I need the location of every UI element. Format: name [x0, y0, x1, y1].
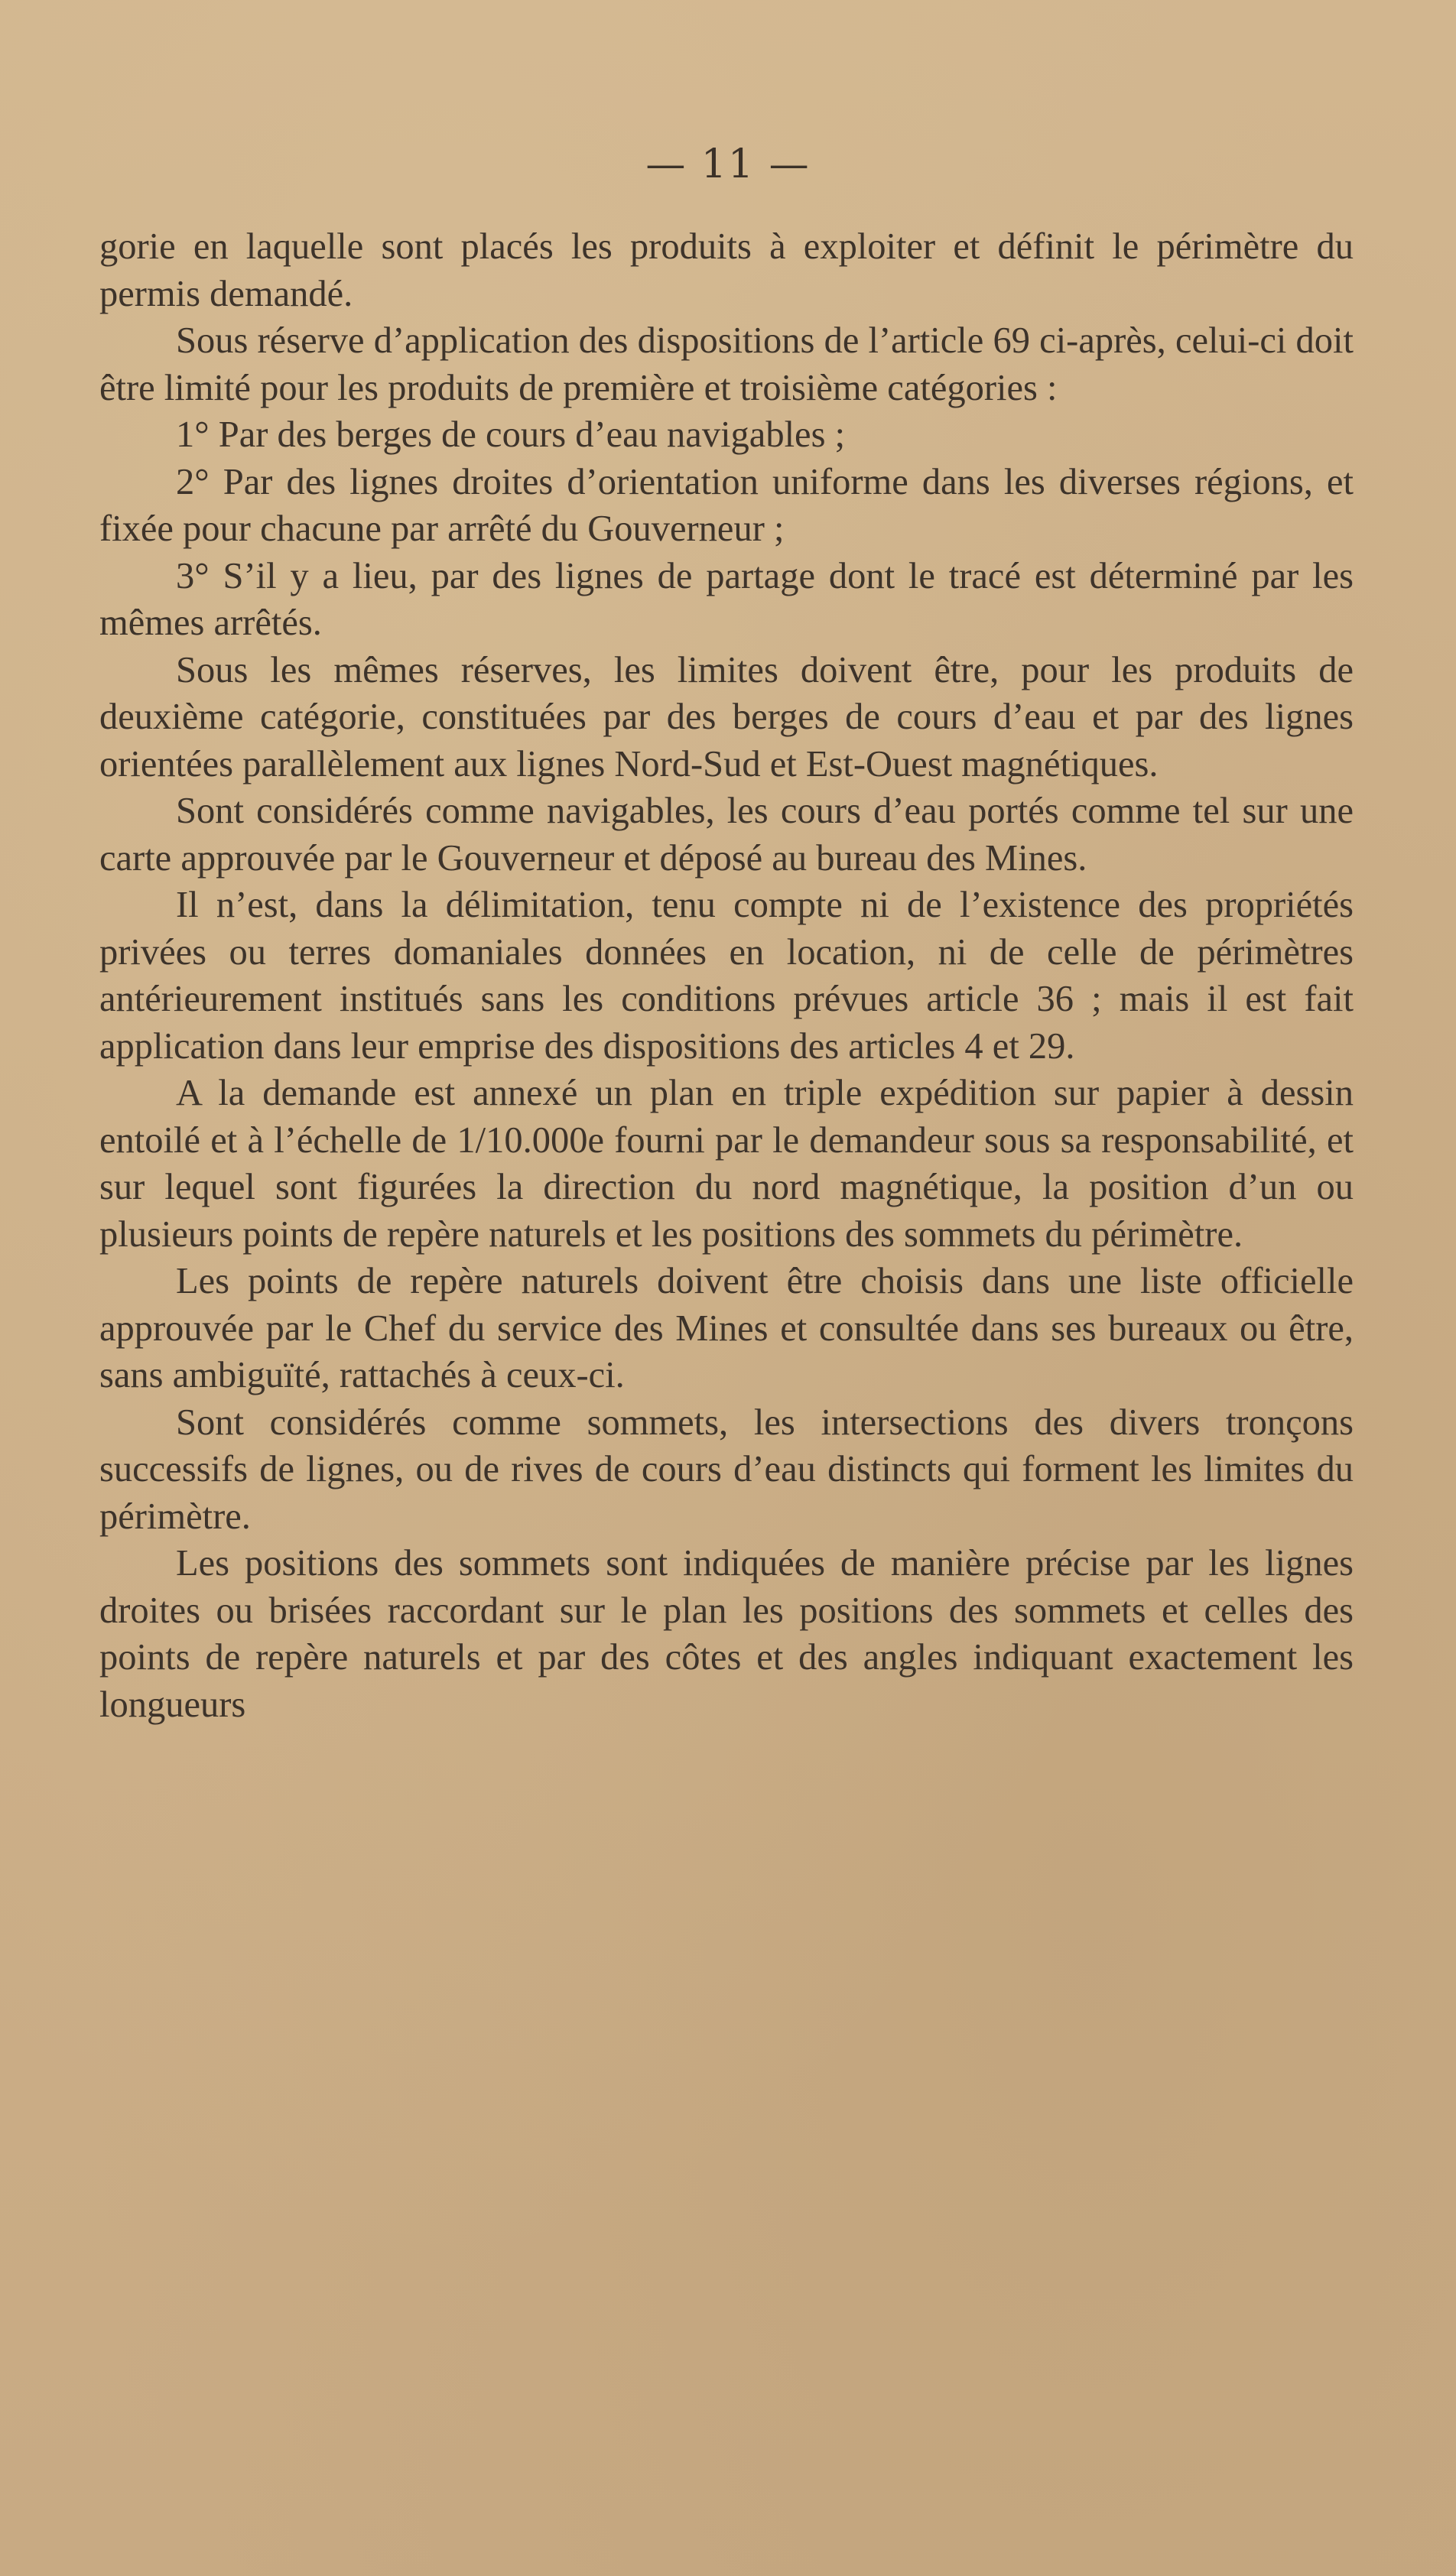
page-text — [99, 223, 1354, 1728]
list-item-3: 3° S’il y a lieu, par des lignes de partage dont le tracé est déterminé par les mêmes arrêtés. — [99, 555, 1354, 643]
paragraph-delimitation: Il n’est, dans la délimitation, tenu compte ni de l’existence des propriétés privées ou terres domaniales données en location, ni de celle de périmètres antérieurement institués sans les conditions prévues article 36 ; mais il est fait application dans leur emprise des dispositions des articles 4 et 29. — [99, 885, 1354, 1067]
paragraph-summits: Sont considérés comme sommets, les intersections des divers tronçons successifs de lignes, ou de rives de cours d’eau distincts qui forment les limites du périmètre. — [99, 1402, 1354, 1537]
paragraph-reference-points: Les points de repère naturels doivent être choisis dans une liste officielle approuvée par le Chef du service des Mines et consultée dans ses bureaux ou être, sans ambiguïté, rattachés à ceux-ci. — [99, 1261, 1354, 1395]
list-item-1: 1° Par des berges de cours d’eau navigables ; — [176, 414, 846, 455]
paragraph-continuation: gorie en laquelle sont placés les produits à exploiter et définit le périmètre du permis demandé. — [99, 226, 1354, 314]
paragraph-plan: A la demande est annexé un plan en triple expédition sur papier à dessin entoilé et à l’échelle de 1/10.000e fourni par le demandeur sous sa responsabilité, et sur lequel sont figurées la direction du nord magnétique, la position d’un ou plusieurs points de repère naturels et les positions des sommets du périmètre. — [99, 1073, 1354, 1255]
page-number: — 11 — — [645, 141, 811, 187]
paragraph-positions: Les positions des sommets sont indiquées de manière précise par les lignes droites ou brisées raccordant sur le plan les positions des sommets et celles des points de repère naturels et par des côtes et des angles indiquant exactement les longueurs — [99, 1543, 1354, 1725]
paragraph-navigable: Sont considérés comme navigables, les cours d’eau portés comme tel sur une carte approuvée par le Gouverneur et déposé au bureau des Mines. — [99, 791, 1354, 879]
list-item-2: 2° Par des lignes droites d’orientation uniforme dans les diverses régions, et fixée pour chacune par arrêté du Gouverneur ; — [99, 461, 1354, 549]
paragraph-reserve: Sous réserve d’application des dispositions de l’article 69 ci-après, celui-ci doit être limité pour les produits de première et troisième catégories : — [99, 320, 1354, 408]
paragraph-second-category: Sous les mêmes réserves, les limites doivent être, pour les produits de deuxième catégorie, constituées par des berges de cours d’eau et par des lignes orientées parallèlement aux lignes Nord-Sud et Est-Ouest magnétiques. — [99, 649, 1354, 784]
